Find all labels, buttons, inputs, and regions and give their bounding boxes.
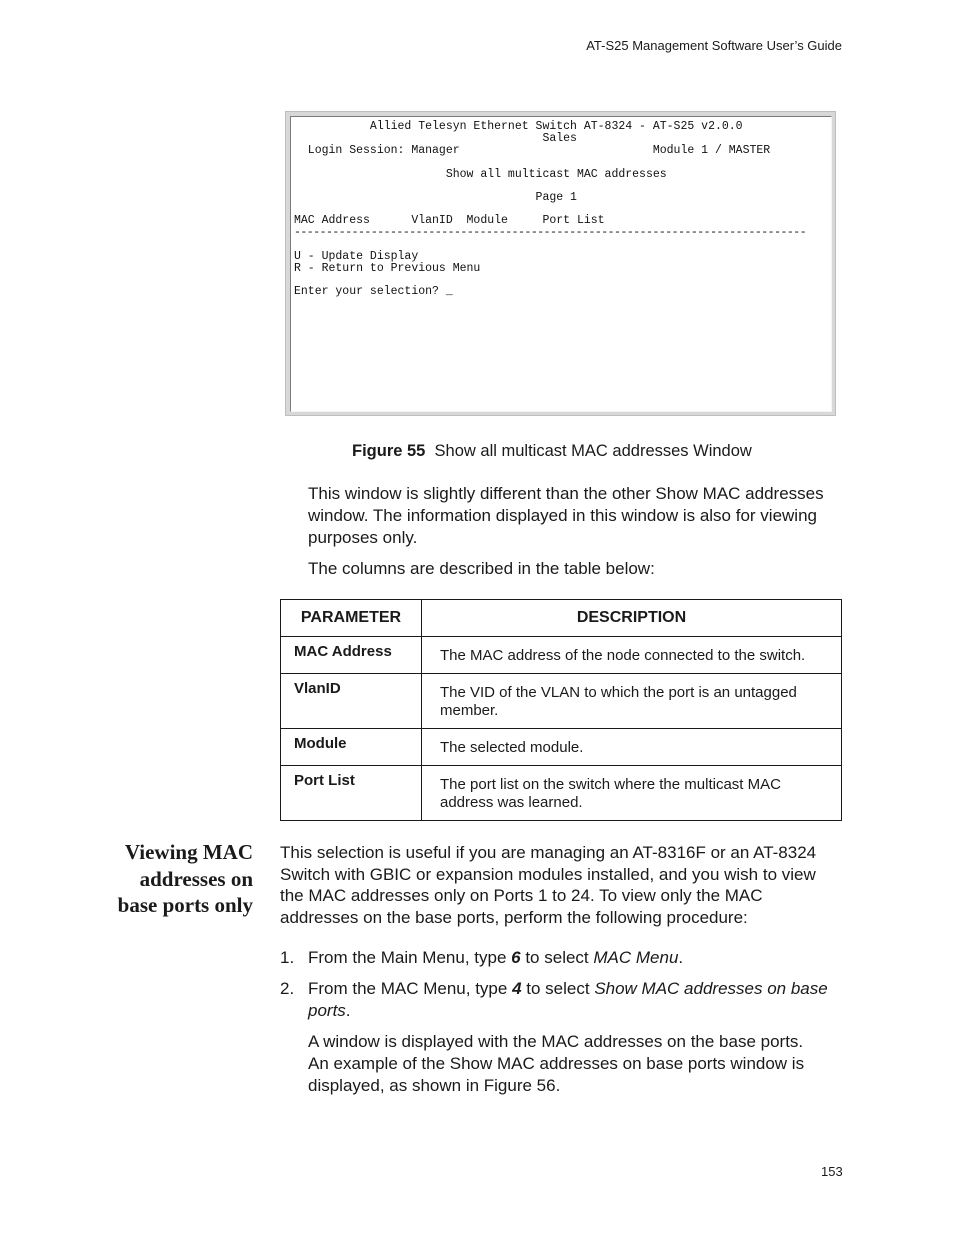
terminal-line: Enter your selection? _ bbox=[294, 285, 453, 298]
table-header-row bbox=[281, 600, 842, 637]
terminal-window bbox=[290, 116, 832, 412]
column-header-parameter: PARAMETER bbox=[281, 600, 422, 637]
terminal-line: Page 1 bbox=[294, 191, 577, 204]
parameter-description: The MAC address of the node connected to the switch. bbox=[422, 637, 842, 674]
menu-key: 4 bbox=[512, 979, 522, 998]
terminal-line: Allied Telesyn Ethernet Switch AT-8324 - AT-S25 v2.0.0 bbox=[294, 120, 743, 133]
section-heading-line: addresses on bbox=[139, 866, 253, 891]
parameter-description: The port list on the switch where the multicast MAC address was learned. bbox=[422, 766, 842, 821]
table-row bbox=[281, 766, 842, 821]
section-heading-line: base ports only bbox=[117, 893, 253, 917]
terminal-line: R - Return to Previous Menu bbox=[294, 262, 481, 275]
terminal-line: Show all multicast MAC addresses bbox=[294, 168, 667, 181]
step-number: 2. bbox=[280, 979, 295, 998]
parameter-description: The selected module. bbox=[422, 729, 842, 766]
figure-caption bbox=[352, 442, 752, 461]
step-number: 1. bbox=[280, 948, 295, 967]
parameter-name: VlanID bbox=[281, 674, 422, 729]
table-intro-paragraph: The columns are described in the table below: bbox=[308, 559, 655, 578]
terminal-line: U - Update Display bbox=[294, 250, 419, 263]
section-heading-line: Viewing MAC bbox=[124, 840, 253, 864]
intro-paragraph: This window is slightly different than the other Show MAC addresses window. The information displayed in this window is also for viewing purposes only. bbox=[308, 484, 824, 547]
page-number: 153 bbox=[821, 1164, 843, 1179]
figure-title: Show all multicast MAC addresses Window bbox=[434, 442, 752, 460]
menu-target: Show MAC addresses on base ports bbox=[308, 979, 828, 1020]
running-header: AT-S25 Management Software User’s Guide bbox=[586, 38, 842, 53]
terminal-line: MAC Address VlanID Module Port List bbox=[294, 214, 605, 227]
terminal-line: Login Session: Manager Module 1 / MASTER bbox=[294, 144, 771, 157]
menu-key: 6 bbox=[511, 948, 521, 967]
result-paragraph: A window is displayed with the MAC addresses on the base ports. An example of the Show MAC addresses on base ports window is displayed, as shown in Figure 56. bbox=[308, 1032, 805, 1095]
table-row bbox=[281, 637, 842, 674]
parameter-name: Port List bbox=[281, 766, 422, 821]
section-heading bbox=[60, 839, 253, 919]
table-row bbox=[281, 729, 842, 766]
terminal-line: -------------------------------------------------------------------------------- bbox=[294, 226, 807, 239]
parameter-name: MAC Address bbox=[281, 637, 422, 674]
parameter-table bbox=[280, 599, 842, 821]
terminal-line: Sales bbox=[294, 132, 577, 145]
section-body: This selection is useful if you are managing an AT-8316F or an AT-8324 Switch with GBIC or expansion modules installed, and you wish to view the MAC addresses only on Ports 1 to 24. To view only the MAC addresses on the base ports, perform the following procedure: bbox=[280, 843, 817, 927]
step-text: From the MAC Menu, type 4 to select Show MAC addresses on base ports. bbox=[308, 979, 828, 1020]
parameter-name: Module bbox=[281, 729, 422, 766]
figure-number: Figure 55 bbox=[352, 442, 426, 460]
menu-target: MAC Menu bbox=[593, 948, 679, 967]
column-header-description: DESCRIPTION bbox=[422, 600, 842, 637]
table-row bbox=[281, 674, 842, 729]
terminal-screenshot bbox=[285, 111, 836, 416]
parameter-description: The VID of the VLAN to which the port is an untagged member. bbox=[422, 674, 842, 729]
step-text: From the Main Menu, type 6 to select MAC Menu. bbox=[308, 948, 684, 967]
